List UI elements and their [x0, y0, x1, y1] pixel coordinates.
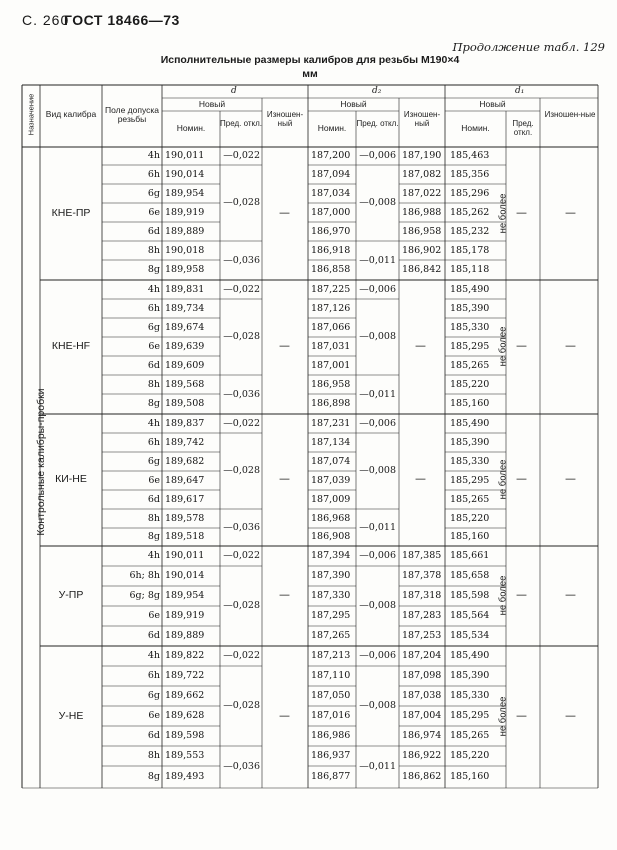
d2-nominal-cell: 187,390	[311, 570, 351, 581]
tolerance-field-cell: 8h	[147, 750, 160, 761]
d2-nominal-cell: 186,858	[311, 264, 351, 275]
worn-d-dash: —	[279, 709, 290, 722]
d2-nominal-cell: 186,898	[311, 398, 351, 409]
d-limit-deviation: —0,022	[223, 550, 260, 561]
d2-nominal-cell: 186,970	[311, 225, 351, 237]
d2-worn-cell: 187,082	[402, 168, 442, 180]
d-limit-deviation: —0,022	[223, 650, 260, 661]
d2-limit-deviation: —0,006	[359, 550, 396, 561]
gauge-type-label: КИ-НЕ	[55, 473, 87, 485]
tolerance-field-cell: 6h; 8h	[129, 570, 160, 581]
d2-nominal-cell: 187,265	[311, 630, 351, 641]
header-worn-d2: Изношен-ный	[403, 110, 441, 128]
tolerance-field-cell: 6d	[147, 730, 160, 741]
d-nominal-cell: 189,553	[165, 750, 205, 761]
d2-nominal-cell: 186,937	[311, 750, 351, 761]
worn-d1-dash-a: —	[516, 472, 527, 485]
d1-nominal-cell: 185,118	[450, 264, 490, 275]
header-symbol-d1: d₁	[515, 86, 525, 96]
d1-nominal-cell: 185,490	[450, 650, 490, 661]
header-nominal-1: Номин.	[317, 123, 347, 133]
tolerance-field-cell: 8h	[147, 244, 160, 256]
page-number: С. 260	[22, 12, 70, 28]
tolerance-field-cell: 6g	[147, 321, 160, 333]
d-limit-deviation: —0,028	[223, 331, 260, 342]
d1-nominal-cell: 185,390	[450, 670, 490, 681]
table-title-units: мм	[302, 68, 318, 80]
d-nominal-cell: 189,647	[165, 474, 205, 486]
tolerance-field-cell: 8g	[147, 531, 160, 542]
d2-worn-cell: 186,862	[402, 771, 442, 782]
d2-nominal-cell: 187,110	[311, 670, 351, 681]
tolerance-field-cell: 4h	[147, 550, 160, 561]
d2-worn-cell: 187,004	[402, 710, 442, 721]
not-more-note: не более	[497, 326, 509, 367]
table-continuation-note: Продолжение табл. 129	[452, 40, 605, 54]
d-nominal-cell: 189,919	[165, 610, 205, 621]
d2-worn-cell: 186,988	[402, 206, 442, 218]
d1-nominal-cell: 185,220	[450, 512, 490, 524]
d2-worn-cell: 186,902	[402, 244, 442, 256]
worn-d1-dash-a: —	[516, 205, 527, 219]
d-nominal-cell: 189,889	[165, 630, 205, 641]
d2-limit-deviation: —0,006	[359, 650, 396, 661]
d2-nominal-cell: 186,877	[311, 771, 351, 782]
d1-nominal-cell: 185,296	[450, 187, 490, 199]
worn-d-dash: —	[279, 205, 290, 219]
d-nominal-cell: 189,518	[165, 531, 205, 542]
worn-d1-dash-b: —	[565, 339, 576, 352]
d1-nominal-cell: 185,330	[450, 321, 490, 333]
d-nominal-cell: 189,954	[165, 187, 205, 199]
d2-limit-deviation: —0,011	[359, 254, 396, 266]
d2-limit-deviation: —0,011	[359, 521, 396, 533]
header-new-0: Новый	[198, 99, 226, 109]
tolerance-field-cell: 8g	[147, 264, 160, 275]
standard-code: ГОСТ 18466—73	[64, 12, 180, 28]
d2-nominal-cell: 187,050	[311, 690, 351, 701]
d-nominal-cell: 189,493	[165, 771, 205, 782]
tolerance-field-cell: 6e	[148, 206, 160, 218]
d2-worn-cell: 187,253	[402, 630, 442, 641]
d1-nominal-cell: 185,220	[450, 378, 490, 390]
d-nominal-cell: 189,662	[165, 690, 205, 701]
tolerance-field-cell: 6e	[148, 710, 160, 721]
d1-nominal-cell: 185,160	[450, 771, 490, 782]
tolerance-field-cell: 4h	[147, 650, 160, 661]
d2-worn-cell: 187,378	[402, 570, 442, 581]
d-limit-deviation: —0,028	[223, 700, 260, 711]
header-limit-dev-2: Пред. откл.	[512, 119, 534, 137]
d-nominal-cell: 189,598	[165, 730, 205, 741]
d2-limit-deviation: —0,008	[359, 465, 396, 476]
d2-nominal-cell: 186,918	[311, 244, 351, 256]
d2-nominal-cell: 187,039	[311, 474, 351, 486]
d1-nominal-cell: 185,232	[450, 225, 490, 237]
d1-nominal-cell: 185,262	[450, 206, 490, 218]
worn-d-dash: —	[279, 339, 290, 352]
d-limit-deviation: —0,036	[223, 521, 260, 533]
d-nominal-cell: 189,609	[165, 359, 205, 371]
tolerance-field-cell: 6d	[147, 359, 160, 371]
tolerance-field-cell: 6h	[147, 168, 160, 180]
tolerance-field-cell: 4h	[147, 417, 160, 429]
not-more-note: не более	[497, 575, 509, 616]
worn-d-dash: —	[279, 588, 290, 601]
d2-limit-deviation: —0,008	[359, 197, 396, 208]
d-nominal-cell: 189,954	[165, 590, 205, 601]
header-symbol-d2: d₂	[372, 86, 382, 96]
d2-nominal-cell: 186,958	[311, 378, 351, 390]
d-nominal-cell: 190,014	[165, 570, 205, 581]
header-symbol-d: d	[231, 86, 237, 96]
d-limit-deviation: —0,022	[223, 283, 260, 295]
d-nominal-cell: 189,837	[165, 417, 205, 429]
tolerance-field-cell: 8h	[147, 378, 160, 390]
d2-nominal-cell: 187,394	[311, 550, 351, 561]
d2-worn-cell: 186,922	[402, 750, 442, 761]
d2-nominal-cell: 187,094	[311, 168, 351, 180]
d2-nominal-cell: 187,016	[311, 710, 351, 721]
d-nominal-cell: 189,617	[165, 493, 205, 505]
d-limit-deviation: —0,036	[223, 388, 260, 400]
d2-nominal-cell: 187,126	[311, 302, 351, 314]
d2-nominal-cell: 187,066	[311, 321, 351, 333]
tolerance-field-cell: 6d	[147, 225, 160, 237]
d2-nominal-cell: 187,295	[311, 610, 351, 621]
purpose-label: Контрольные калибры-пробки	[35, 388, 47, 536]
d-nominal-cell: 189,889	[165, 225, 205, 237]
d2-worn-cell: 186,958	[402, 225, 442, 237]
d2-worn-cell: 187,022	[402, 187, 442, 199]
tolerance-field-cell: 6g	[147, 690, 160, 701]
d2-nominal-cell: 187,231	[311, 417, 351, 429]
tolerance-field-cell: 6h	[147, 302, 160, 314]
d1-nominal-cell: 185,295	[450, 710, 490, 721]
d1-nominal-cell: 185,534	[450, 630, 490, 641]
d2-nominal-cell: 187,000	[311, 206, 351, 218]
tolerance-field-cell: 8g	[147, 771, 160, 782]
tolerance-field-cell: 4h	[147, 150, 160, 161]
d2-nominal-cell: 187,225	[311, 283, 351, 295]
d1-nominal-cell: 185,265	[450, 493, 490, 505]
not-more-note: не более	[497, 459, 509, 500]
tolerance-field-cell: 6e	[148, 474, 160, 486]
d1-nominal-cell: 185,265	[450, 730, 490, 741]
d2-limit-deviation: —0,008	[359, 700, 396, 711]
d2-worn-cell: 187,038	[402, 690, 442, 701]
d-nominal-cell: 189,674	[165, 321, 205, 333]
header-tolerance-field: Поле допуска резьбы	[104, 105, 160, 124]
d1-nominal-cell: 185,178	[450, 244, 490, 256]
d-nominal-cell: 190,011	[165, 550, 205, 561]
tolerance-field-cell: 8h	[147, 512, 160, 524]
tolerance-field-cell: 8g	[147, 398, 160, 409]
d2-nominal-cell: 187,009	[311, 493, 351, 505]
d1-nominal-cell: 185,564	[450, 610, 490, 621]
worn-d2-dash: —	[415, 472, 426, 485]
worn-d2-dash: —	[415, 339, 426, 352]
d1-nominal-cell: 185,295	[450, 340, 490, 352]
d2-nominal-cell: 187,213	[311, 650, 351, 661]
gauge-type-label: КНЕ-ПР	[51, 206, 91, 219]
d1-nominal-cell: 185,330	[450, 690, 490, 701]
d-limit-deviation: —0,022	[223, 150, 260, 161]
worn-d1-dash-a: —	[516, 339, 527, 352]
d-nominal-cell: 189,822	[165, 650, 205, 661]
tolerance-field-cell: 6e	[148, 340, 160, 352]
worn-d1-dash-b: —	[565, 709, 576, 722]
tolerance-field-cell: 6h	[147, 436, 160, 448]
d2-limit-deviation: —0,006	[359, 283, 396, 295]
d1-nominal-cell: 185,658	[450, 570, 490, 581]
d2-worn-cell: 187,385	[402, 550, 442, 561]
d-limit-deviation: —0,028	[223, 600, 260, 611]
header-gauge-type: Вид калибра	[45, 109, 97, 119]
gauge-type-label: У-ПР	[58, 589, 84, 601]
d2-nominal-cell: 187,134	[311, 436, 351, 448]
d2-nominal-cell: 187,074	[311, 455, 351, 467]
d-nominal-cell: 189,578	[165, 512, 205, 524]
tolerance-field-cell: 6e	[148, 610, 160, 621]
tolerance-field-cell: 6g	[147, 455, 160, 467]
d2-worn-cell: 187,098	[402, 670, 442, 681]
d1-nominal-cell: 185,390	[450, 302, 490, 314]
d2-limit-deviation: —0,008	[359, 331, 396, 342]
d2-limit-deviation: —0,008	[359, 600, 396, 611]
worn-d1-dash-b: —	[565, 205, 576, 219]
d-limit-deviation: —0,028	[223, 465, 260, 476]
header-purpose: Назначение	[26, 93, 36, 136]
d2-nominal-cell: 187,200	[311, 150, 351, 161]
d-nominal-cell: 190,014	[165, 168, 205, 180]
d2-limit-deviation: —0,011	[359, 388, 396, 400]
d2-worn-cell: 187,283	[402, 610, 442, 621]
d1-nominal-cell: 185,160	[450, 398, 490, 409]
d2-worn-cell: 186,974	[402, 730, 442, 741]
header-limit-dev-0: Пред. откл.	[220, 119, 263, 128]
d2-nominal-cell: 186,968	[311, 512, 351, 524]
d1-nominal-cell: 185,490	[450, 283, 490, 295]
worn-d-dash: —	[279, 472, 290, 485]
d1-nominal-cell: 185,295	[450, 474, 490, 486]
worn-d1-dash-b: —	[565, 472, 576, 485]
worn-d1-dash-a: —	[516, 709, 527, 722]
d-limit-deviation: —0,036	[223, 761, 260, 772]
tolerance-field-cell: 6g	[147, 187, 160, 199]
tolerance-field-cell: 6d	[147, 630, 160, 641]
d2-nominal-cell: 187,031	[311, 340, 351, 352]
d1-nominal-cell: 185,160	[450, 531, 490, 542]
d2-nominal-cell: 187,034	[311, 187, 351, 199]
d2-limit-deviation: —0,011	[359, 761, 396, 772]
not-more-note: не более	[497, 696, 509, 737]
not-more-note: не более	[497, 193, 509, 233]
d-nominal-cell: 189,722	[165, 670, 205, 681]
d-nominal-cell: 189,958	[165, 264, 205, 275]
tolerance-field-cell: 6d	[147, 493, 160, 505]
d-limit-deviation: —0,022	[223, 417, 260, 429]
worn-d1-dash-a: —	[516, 588, 527, 601]
d2-nominal-cell: 186,986	[311, 730, 351, 741]
header-worn-d: Изношен-ный	[266, 110, 304, 128]
d1-nominal-cell: 185,265	[450, 359, 490, 371]
d1-nominal-cell: 185,220	[450, 750, 490, 761]
d2-nominal-cell: 186,908	[311, 531, 351, 542]
header-nominal-2: Номин.	[461, 123, 490, 133]
d2-limit-deviation: —0,006	[359, 417, 396, 429]
d-nominal-cell: 189,742	[165, 436, 205, 448]
worn-d1-dash-b: —	[565, 588, 576, 601]
d1-nominal-cell: 185,330	[450, 455, 490, 467]
d1-nominal-cell: 185,661	[450, 550, 490, 561]
d1-nominal-cell: 185,356	[450, 168, 490, 180]
d1-nominal-cell: 185,463	[450, 150, 490, 161]
d1-nominal-cell: 185,490	[450, 417, 490, 429]
d-nominal-cell: 189,508	[165, 398, 205, 409]
d2-worn-cell: 187,204	[402, 650, 442, 661]
header-new-1: Новый	[340, 99, 367, 109]
d-nominal-cell: 190,011	[165, 150, 205, 161]
d1-nominal-cell: 185,390	[450, 436, 490, 448]
d2-worn-cell: 187,190	[402, 150, 442, 161]
tolerance-field-cell: 6g; 8g	[129, 590, 160, 601]
gauge-type-label: У-НЕ	[58, 710, 84, 722]
d-nominal-cell: 189,639	[165, 340, 205, 352]
header-nominal-0: Номин.	[176, 123, 206, 133]
d1-nominal-cell: 185,598	[450, 590, 490, 601]
d-nominal-cell: 190,018	[165, 244, 205, 256]
d-limit-deviation: —0,036	[223, 254, 260, 266]
header-limit-dev-1: Пред. откл.	[356, 119, 399, 128]
tolerance-field-cell: 4h	[147, 283, 160, 295]
table-title-line: Исполнительные размеры калибров для резьбы М190×4	[160, 54, 460, 66]
d-limit-deviation: —0,028	[223, 197, 260, 208]
d-nominal-cell: 189,568	[165, 378, 205, 390]
d-nominal-cell: 189,628	[165, 710, 205, 721]
d-nominal-cell: 189,734	[165, 302, 205, 314]
d-nominal-cell: 189,919	[165, 206, 205, 218]
d2-worn-cell: 186,842	[402, 264, 442, 275]
header-new-2: Новый	[479, 99, 506, 109]
d-nominal-cell: 189,831	[165, 283, 205, 295]
d2-nominal-cell: 187,330	[311, 590, 351, 601]
d2-limit-deviation: —0,006	[359, 150, 396, 161]
d-nominal-cell: 189,682	[165, 455, 205, 467]
d2-worn-cell: 187,318	[402, 590, 442, 601]
d2-nominal-cell: 187,001	[311, 359, 351, 371]
header-worn-d1: Изношен-ные	[544, 110, 596, 119]
gauge-type-label: КНЕ-НF	[51, 340, 91, 352]
tolerance-field-cell: 6h	[147, 670, 160, 681]
